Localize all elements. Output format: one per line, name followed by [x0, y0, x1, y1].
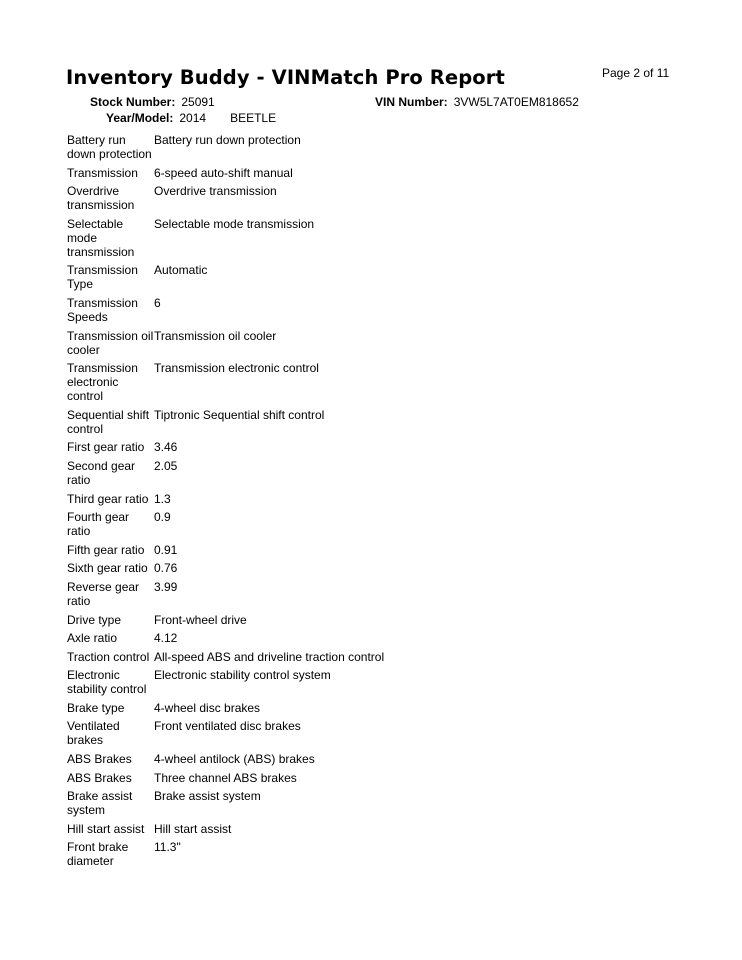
- spec-row: [67, 492, 627, 506]
- spec-row: [67, 752, 627, 766]
- spec-value: 4-wheel antilock (ABS) brakes: [154, 752, 315, 767]
- spec-label: Electronic stability control: [67, 668, 147, 697]
- spec-label: Transmission oil cooler: [67, 328, 154, 357]
- spec-value: 11.3": [154, 840, 181, 855]
- spec-value: Three channel ABS brakes: [154, 770, 297, 785]
- spec-row: [67, 133, 627, 161]
- spec-label: Ventilated brakes: [67, 719, 120, 748]
- spec-row: [67, 459, 627, 487]
- spec-value: Electronic stability control system: [154, 668, 331, 683]
- spec-row: [67, 789, 627, 817]
- spec-value: 4-wheel disc brakes: [154, 700, 261, 715]
- spec-row: [67, 822, 627, 836]
- stock-number-label: Stock Number:: [90, 95, 176, 109]
- spec-value: 6: [154, 295, 161, 310]
- spec-value: Automatic: [154, 263, 208, 278]
- spec-row: [67, 217, 627, 259]
- spec-label: Second gear ratio: [67, 458, 136, 487]
- spec-label: Drive type: [67, 612, 122, 627]
- year-model-label: Year/Model:: [106, 111, 174, 125]
- spec-value: Hill start assist: [154, 821, 232, 836]
- spec-label: Front brake diameter: [67, 840, 129, 869]
- spec-row: [67, 631, 627, 645]
- spec-row: [67, 613, 627, 627]
- spec-row: [67, 329, 627, 357]
- spec-label: First gear ratio: [67, 440, 145, 455]
- spec-row: [67, 719, 627, 747]
- spec-row: [67, 263, 627, 291]
- spec-row: [67, 701, 627, 715]
- spec-value: 3.46: [154, 440, 178, 455]
- spec-value: Battery run down protection: [154, 133, 301, 147]
- spec-value: 4.12: [154, 631, 178, 646]
- spec-row: [67, 668, 627, 696]
- spec-row: [67, 840, 627, 868]
- spec-label: Transmission Type: [67, 263, 138, 292]
- spec-label: Sequential shift control: [67, 407, 150, 436]
- spec-label: Hill start assist: [67, 821, 145, 836]
- spec-value: 1.3: [154, 491, 171, 506]
- spec-value: Front-wheel drive: [154, 612, 247, 627]
- year-model-line: [106, 111, 276, 125]
- spec-value: Brake assist system: [154, 789, 261, 804]
- spec-value: 0.91: [154, 542, 178, 557]
- spec-row: [67, 580, 627, 608]
- spec-label: Fifth gear ratio: [67, 542, 145, 557]
- spec-label: Selectable mode transmission: [67, 216, 135, 259]
- spec-row: [67, 771, 627, 785]
- spec-value: Overdrive transmission: [154, 184, 277, 199]
- vin-line: [375, 95, 579, 109]
- spec-value: 2.05: [154, 458, 178, 473]
- spec-label: ABS Brakes: [67, 770, 132, 785]
- spec-value: 3.99: [154, 579, 178, 594]
- spec-label: Brake assist system: [67, 789, 133, 818]
- spec-row: [67, 440, 627, 454]
- spec-value: Transmission electronic control: [154, 361, 319, 376]
- year-value: 2014: [179, 111, 207, 125]
- spec-row: [67, 166, 627, 180]
- spec-label: Battery run down protection: [67, 133, 152, 161]
- report-title: Inventory Buddy - VINMatch Pro Report: [66, 66, 505, 89]
- spec-value: Tiptronic Sequential shift control: [154, 407, 325, 422]
- stock-number-value: 25091: [181, 95, 215, 109]
- spec-row: [67, 361, 627, 403]
- spec-label: Traction control: [67, 649, 150, 664]
- spec-row: [67, 184, 627, 212]
- spec-row: [67, 543, 627, 557]
- spec-row: [67, 408, 627, 436]
- spec-label: ABS Brakes: [67, 752, 132, 767]
- model-value: BEETLE: [230, 111, 277, 125]
- spec-row: [67, 650, 627, 664]
- spec-label: Reverse gear ratio: [67, 579, 140, 608]
- spec-label: Transmission Speeds: [67, 295, 138, 324]
- spec-value: Selectable mode transmission: [154, 216, 315, 231]
- spec-value: Transmission oil cooler: [154, 328, 277, 343]
- spec-label: Transmission electronic control: [67, 361, 138, 404]
- vin-label: VIN Number:: [375, 95, 448, 109]
- spec-row: [67, 296, 627, 324]
- stock-number-line: [90, 95, 215, 109]
- spec-value: Front ventilated disc brakes: [154, 719, 301, 734]
- spec-row: [67, 561, 627, 575]
- spec-value: 6-speed auto-shift manual: [154, 165, 293, 180]
- spec-label: Fourth gear ratio: [67, 510, 130, 539]
- spec-label: Brake type: [67, 700, 125, 715]
- spec-value: All-speed ABS and driveline traction control: [154, 649, 385, 664]
- spec-list: [67, 133, 627, 873]
- spec-label: Axle ratio: [67, 631, 118, 646]
- vin-value: 3VW5L7AT0EM818652: [453, 95, 579, 109]
- spec-label: Overdrive transmission: [67, 184, 135, 213]
- spec-label: Transmission: [67, 165, 138, 180]
- spec-label: Sixth gear ratio: [67, 561, 148, 576]
- spec-row: [67, 510, 627, 538]
- page-number: Page 2 of 11: [602, 66, 670, 80]
- spec-label: Third gear ratio: [67, 491, 149, 506]
- spec-value: 0.76: [154, 561, 178, 576]
- spec-value: 0.9: [154, 510, 171, 525]
